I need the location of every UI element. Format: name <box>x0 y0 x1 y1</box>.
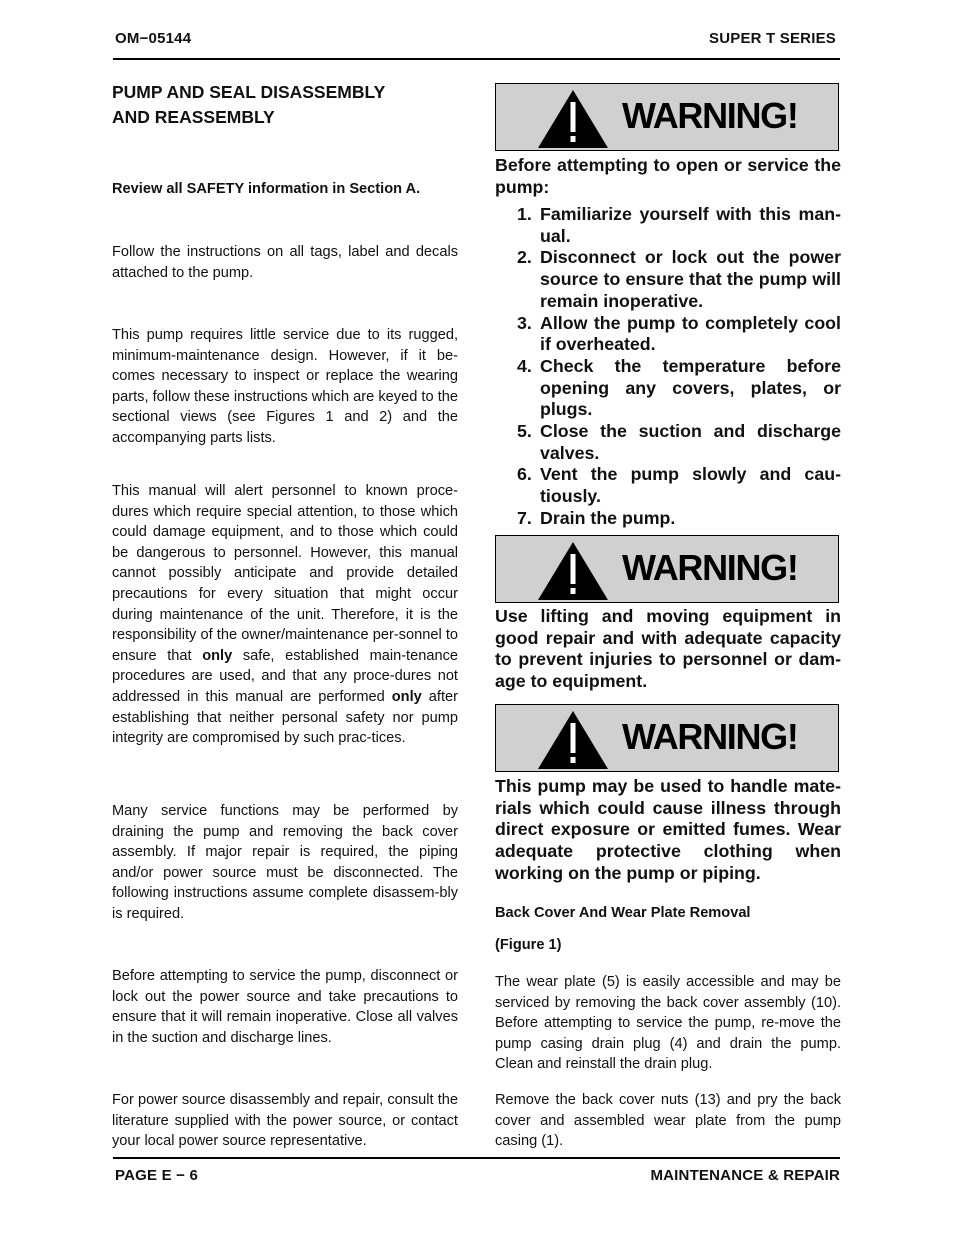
step-number: 3. <box>517 312 532 333</box>
section-heading <box>112 80 452 130</box>
warning-triangle-icon <box>536 540 610 602</box>
step-text: Drain the pump. <box>540 507 676 528</box>
list-item <box>495 421 841 464</box>
list-item <box>495 204 841 247</box>
subsection-heading: Back Cover And Wear Plate Removal <box>495 905 751 921</box>
emphasis-only: only <box>391 688 422 705</box>
warning-materials-text: This pump may be used to handle mate-rials which could cause illness through direct exposure or emitted fumes. Wear adequate protective clothing when working on the pump or piping. <box>495 776 841 883</box>
paragraph-service-functions: Many service functions may be performed by draining the pump and removing the back cover assembly. If major repair is required, the piping and/or power source must be disconnected. The following instructions assume complete disassem-bly is required. <box>112 803 458 922</box>
header-rule <box>113 58 840 60</box>
paragraph-back-cover: Remove the back cover nuts (13) and pry the back cover and assembled wear plate from the pump casing (1). <box>495 1092 841 1150</box>
step-number: 2. <box>517 247 532 268</box>
warning-intro: Before attempting to open or service the pump: <box>495 155 841 197</box>
warning-triangle-icon <box>536 709 610 771</box>
list-item <box>495 464 841 507</box>
text: safe, established main-tenance procedures are used, and that any proce-dures not addressed in this manual are performed <box>112 647 458 705</box>
warning-banner <box>495 83 839 151</box>
warning-banner <box>495 535 839 603</box>
section-title: MAINTENANCE & REPAIR <box>650 1167 840 1184</box>
text: after establishing that neither personal safety nor pump integrity are compromised by such prac-tices. <box>112 688 458 747</box>
paragraph-wear-plate: The wear plate (5) is easily accessible and may be serviced by removing the back cover assembly (10). Before attempting to service the pump, re-move the pump casing drain plug (4) and drain the pump. Clean and reinstall the drain plug. <box>495 974 841 1073</box>
series-title: SUPER T SERIES <box>709 30 836 47</box>
step-number: 1. <box>517 204 532 224</box>
paragraph-lockout: Before attempting to service the pump, disconnect or lock out the power source and take precautions to ensure that it will remain inoperative. Close all valves in the suction and discharge lines. <box>112 968 458 1046</box>
footer-rule <box>113 1157 840 1159</box>
step-text: Vent the pump slowly and cau-tiously. <box>540 464 841 507</box>
document-number: OM−05144 <box>115 30 192 47</box>
paragraph-tags: Follow the instructions on all tags, label and decals attached to the pump. <box>112 244 458 281</box>
step-text: Close the suction and discharge valves. <box>540 421 841 463</box>
figure-reference: (Figure 1) <box>495 937 562 953</box>
page-number: PAGE E − 6 <box>115 1167 199 1184</box>
paragraph-power-source: For power source disassembly and repair, consult the literature supplied with the power source, or contact your local power source representative. <box>112 1092 458 1150</box>
list-item <box>495 313 841 356</box>
step-number: 4. <box>517 355 532 376</box>
list-item <box>495 356 841 421</box>
step-text: Check the temperature before opening any covers, plates, or plugs. <box>540 355 841 420</box>
list-item <box>495 247 841 312</box>
precaution-list <box>495 204 841 530</box>
warning-label: WARNING! <box>622 547 798 588</box>
step-text: Allow the pump to completely cool if overheated. <box>540 312 841 355</box>
warning-triangle-icon <box>536 88 610 150</box>
paragraph-service: This pump requires little service due to its rugged, minimum-maintenance design. However, if it be-comes necessary to inspect or replace the wearing parts, follow these instructions which are keyed to the sectional views (see Figures 1 and 2) and the accompanying parts lists. <box>112 327 458 446</box>
step-number: 7. <box>517 507 532 528</box>
warning-label: WARNING! <box>622 95 798 136</box>
warning-banner <box>495 704 839 772</box>
step-text: Disconnect or lock out the power source to ensure that the pump will remain inoperative. <box>540 247 841 311</box>
warning-lifting-text: Use lifting and moving equipment in good repair and with adequate capacity to prevent injuries to personnel or dam-age to equipment. <box>495 606 841 692</box>
step-text: Familiarize yourself with this man-ual. <box>540 204 841 246</box>
list-item <box>495 508 841 530</box>
warning-label: WARNING! <box>622 716 798 757</box>
emphasis-only: only <box>202 647 233 664</box>
text: This manual will alert personnel to known proce-dures which require special attention, to those which could damage equipment, and to those which could be dangerous to personnel. However, this manual cannot possibly anticipate and provide detailed precautions for every situation that might occur during maintenance of the unit. Therefore, it is the responsibility of the owner/maintenance per-sonnel to ensure that <box>112 483 458 664</box>
step-number: 5. <box>517 421 532 442</box>
step-number: 6. <box>517 464 532 485</box>
safety-note: Review all SAFETY information in Section A. <box>112 181 421 197</box>
section-heading-line2: AND REASSEMBLY <box>112 107 275 127</box>
paragraph-responsibility <box>112 481 458 749</box>
section-heading-line1: PUMP AND SEAL DISASSEMBLY <box>112 82 386 102</box>
